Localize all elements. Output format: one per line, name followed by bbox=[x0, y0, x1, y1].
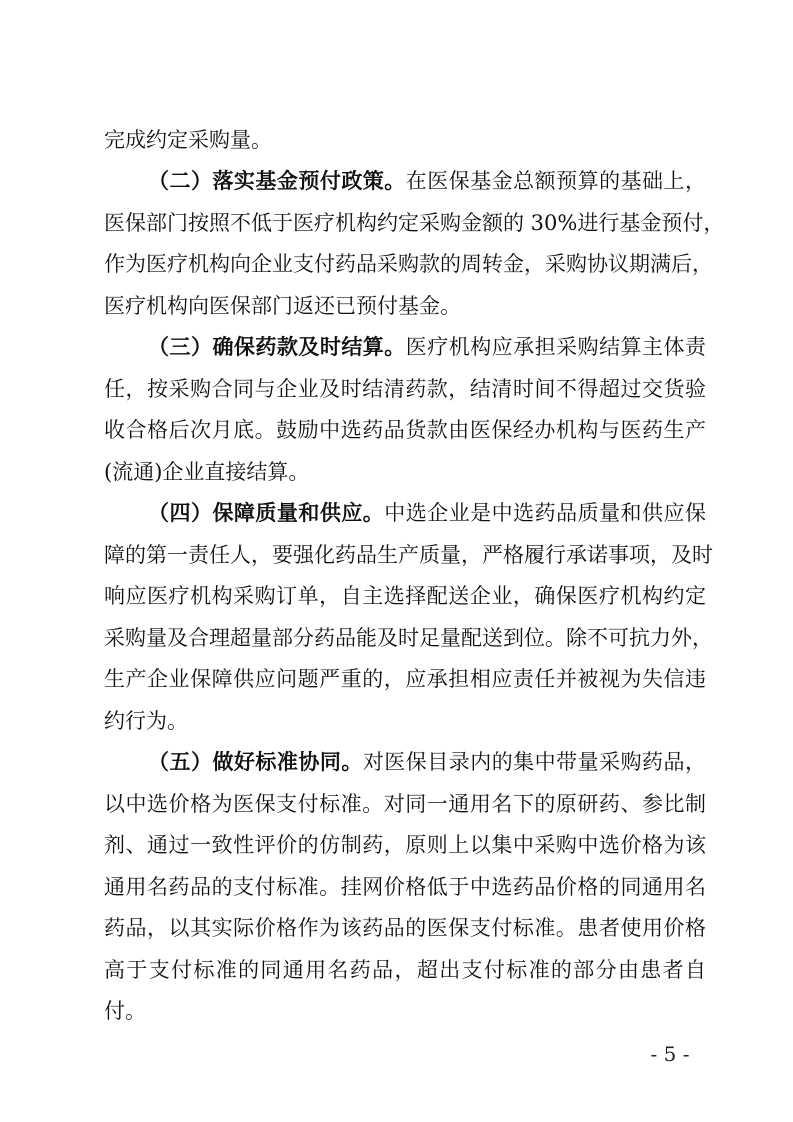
paragraph-line: 约行为。 bbox=[104, 709, 188, 733]
paragraph-line: 剂、通过一致性评价的仿制药，原则上以集中采购中选价格为该 bbox=[104, 833, 706, 857]
paragraph-line: 以中选价格为医保支付标准。对同一通用名下的原研药、参比制 bbox=[104, 792, 706, 816]
paragraph-line: 生产企业保障供应问题严重的，应承担相应责任并被视为失信违 bbox=[104, 667, 706, 691]
section-5-first-line: （五）做好标准协同。对医保目录内的集中带量采购药品， bbox=[148, 749, 707, 774]
paragraph-line: 任，按采购合同与企业及时结清药款，结清时间不得超过交货验 bbox=[104, 377, 706, 401]
paragraph-line: (流通)企业直接结算。 bbox=[104, 460, 310, 484]
paragraph-line: 作为医疗机构向企业支付药品采购款的周转金，采购协议期满后， bbox=[104, 252, 713, 276]
section-4-first-line: （四）保障质量和供应。中选企业是中选药品质量和供应保 bbox=[148, 500, 706, 525]
section-2-first-line: （二）落实基金预付政策。在医保基金总额预算的基础上， bbox=[148, 168, 707, 193]
paragraph-line: 完成约定采购量。 bbox=[104, 128, 272, 152]
paragraph-line: 药品，以其实际价格作为该药品的医保支付标准。患者使用价格 bbox=[104, 916, 706, 940]
paragraph-line: 付。 bbox=[104, 999, 146, 1023]
paragraph-line: 障的第一责任人，要强化药品生产质量，严格履行承诺事项，及时 bbox=[104, 543, 713, 567]
paragraph-line: 医保部门按照不低于医疗机构约定采购金额的 30%进行基金预付， bbox=[104, 211, 725, 235]
section-3-first-line: （三）确保药款及时结算。医疗机构应承担采购结算主体责 bbox=[148, 334, 707, 359]
paragraph-line: 医疗机构向医保部门返还已预付基金。 bbox=[104, 294, 461, 318]
paragraph-line: 收合格后次月底。鼓励中选药品货款由医保经办机构与医药生产 bbox=[104, 418, 706, 442]
paragraph-line: 响应医疗机构采购订单，自主选择配送企业，确保医疗机构约定 bbox=[104, 584, 706, 608]
page-number: - 5 - bbox=[650, 1042, 690, 1066]
section-3-heading: （三）确保药款及时结算。 bbox=[148, 334, 406, 359]
section-4-heading: （四）保障质量和供应。 bbox=[148, 500, 385, 525]
section-2-heading: （二）落实基金预付政策。 bbox=[148, 168, 406, 193]
paragraph-line: 高于支付标准的同通用名药品，超出支付标准的部分由患者自 bbox=[104, 958, 706, 982]
section-5-heading: （五）做好标准协同。 bbox=[148, 749, 363, 774]
paragraph-line: 通用名药品的支付标准。挂网价格低于中选药品价格的同通用名 bbox=[104, 875, 706, 899]
paragraph-line: 采购量及合理超量部分药品能及时足量配送到位。除不可抗力外， bbox=[104, 626, 713, 650]
